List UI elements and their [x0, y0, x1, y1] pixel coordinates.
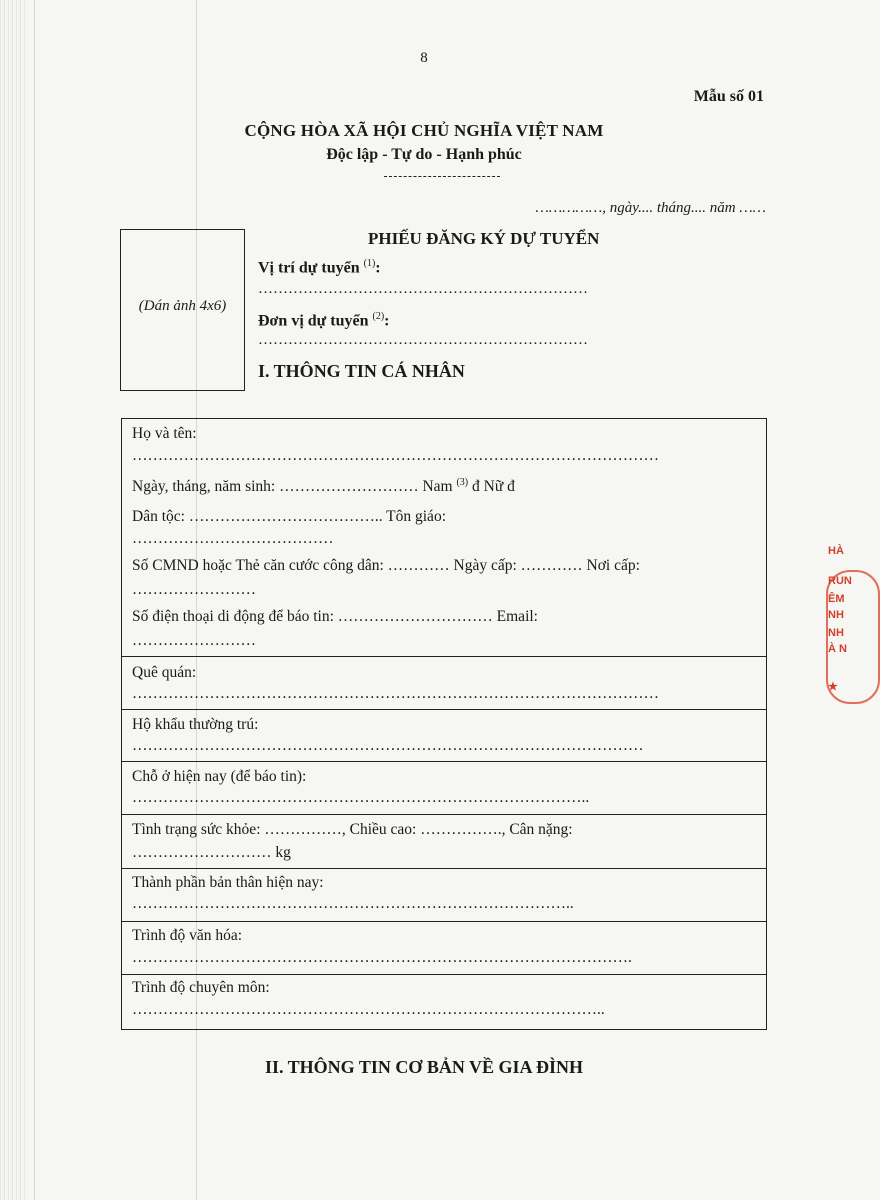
page-number: 8 [420, 50, 428, 66]
row-divider [122, 709, 766, 710]
date-line: ……………, ngày.... tháng.... năm …… [535, 200, 766, 216]
address-label: Chỗ ở hiện nay (để báo tin): [132, 768, 307, 785]
position-label: Vị trí dự tuyển $^{(1)}$: [258, 258, 381, 277]
national-title: CỘNG HÒA XÃ HỘI CHỦ NGHĨA VIỆT NAM [244, 121, 604, 140]
row-divider [122, 921, 766, 922]
dob-line: Ngày, tháng, năm sinh: ……………………… Nam $^{(3)}$ đ Nữ đ [132, 477, 515, 496]
residence-label: Hộ khẩu thường trú: [132, 716, 259, 733]
motto-underline [384, 176, 500, 177]
id-dots: …………………… [132, 581, 256, 598]
section-2-heading: II. THÔNG TIN CƠ BẢN VỀ GIA ĐÌNH [264, 1057, 584, 1077]
national-motto: Độc lập - Tự do - Hạnh phúc [326, 146, 522, 163]
unit-dots: ………………………………………………………… [258, 332, 588, 348]
stamp-text: ÊM [828, 593, 845, 605]
ethnicity-dots: ………………………………… [132, 530, 334, 547]
stamp-star-icon: ★ [828, 681, 838, 693]
row-divider [122, 974, 766, 975]
row-divider [122, 761, 766, 762]
status-label: Thành phần bản thân hiện nay: [132, 874, 324, 891]
section-1-heading: I. THÔNG TIN CÁ NHÂN [258, 361, 465, 381]
red-stamp-fragment [822, 540, 852, 700]
form-title: PHIẾU ĐĂNG KÝ DỰ TUYỂN [368, 229, 600, 248]
address-dots: …………………………………………………………………………….. [132, 789, 590, 806]
weight-line: ……………………… kg [132, 844, 291, 861]
row-divider [122, 868, 766, 869]
residence-dots: ……………………………………………………………………………………… [132, 737, 644, 754]
health-line: Tình trạng sức khỏe: ……………, Chiều cao: ……………., Cân nặng: [132, 821, 573, 838]
education-dots: ……………………………………………………………………………………. [132, 949, 632, 966]
form-code: Mẫu số 01 [693, 88, 764, 105]
phone-line: Số điện thoại di động để báo tin: ………………………… Email: [132, 608, 538, 625]
position-dots: ………………………………………………………… [258, 281, 588, 297]
stamp-text: NH [828, 627, 844, 639]
full-name-label: Họ và tên: [132, 425, 197, 442]
row-divider [122, 656, 766, 657]
full-name-dots: ………………………………………………………………………………………… [132, 447, 659, 464]
id-line: Số CMND hoặc Thẻ căn cước công dân: ………… Ngày cấp: ………… Nơi cấp: [132, 557, 640, 574]
photo-box [120, 229, 245, 391]
hometown-dots: ………………………………………………………………………………………… [132, 685, 659, 702]
expertise-label: Trình độ chuyên môn: [132, 979, 270, 996]
expertise-dots: ……………………………………………………………………………….. [132, 1001, 605, 1018]
stamp-text: À N [828, 643, 847, 655]
phone-dots: …………………… [132, 632, 256, 649]
ethnicity-line: Dân tộc: ……………………………….. Tôn giáo: [132, 508, 446, 525]
unit-label: Đơn vị dự tuyển $^{(2)}$: [258, 311, 390, 330]
scan-edge-artifact [0, 0, 26, 1200]
photo-label: (Dán ảnh 4x6) [138, 298, 227, 314]
hometown-label: Quê quán: [132, 664, 197, 681]
education-label: Trình độ văn hóa: [132, 927, 243, 944]
stamp-text: NH [828, 609, 844, 621]
stamp-text: HÀ [828, 545, 844, 557]
row-divider [122, 814, 766, 815]
stamp-text: RUN [828, 575, 852, 587]
personal-info-table [121, 418, 767, 1030]
status-dots: ………………………………………………………………………….. [132, 895, 574, 912]
scan-line [34, 0, 35, 1200]
